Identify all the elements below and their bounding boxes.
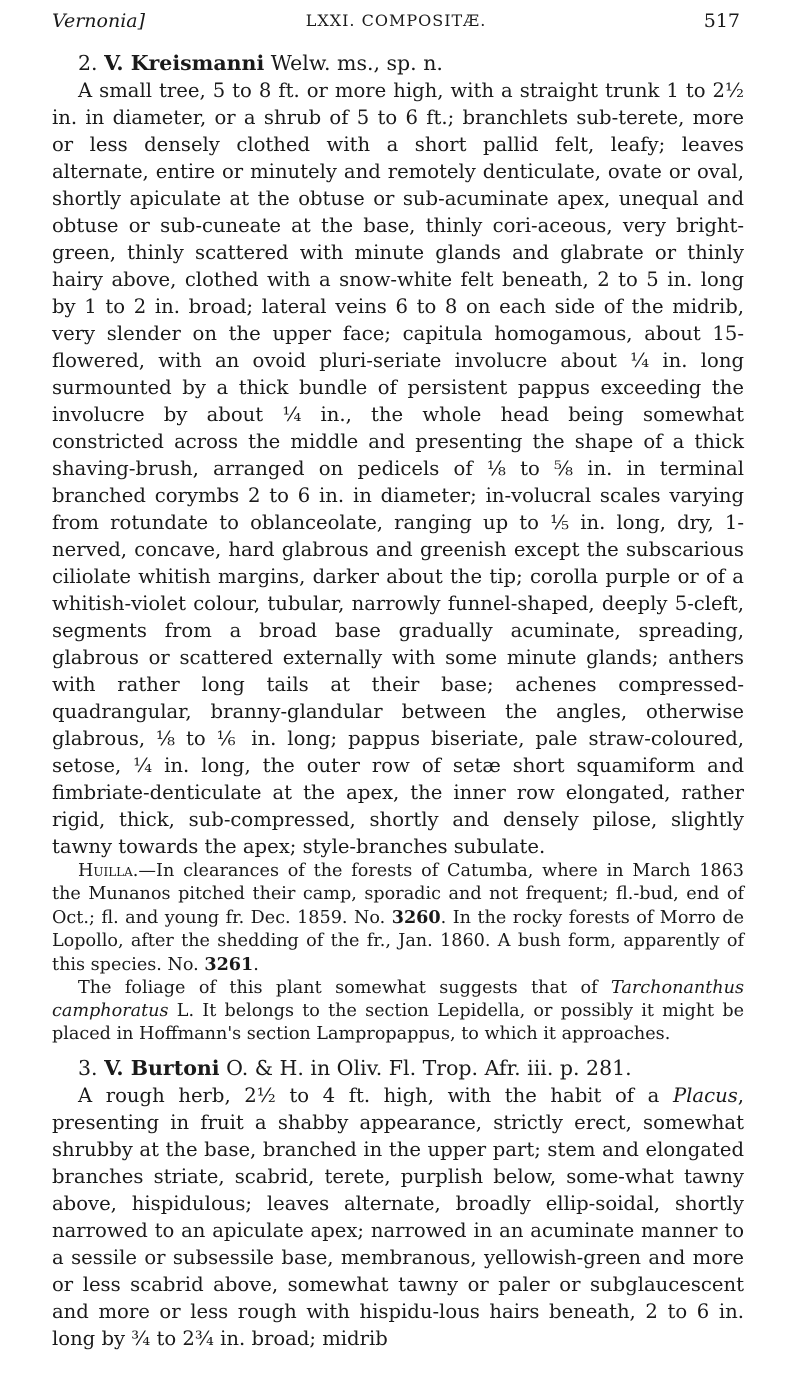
- specimen-number: 3261: [204, 954, 254, 975]
- spacer: [52, 1046, 744, 1055]
- locality-text: —In clearances of the forests of Catumba, where in March 1863 the Munanos pitched their camp, sporadic and not frequent; fl.-bud, end of Oct.; fl. and young fr. Dec. 1859. No.: [52, 861, 744, 928]
- description-text: A rough herb, 2½ to 4 ft. high, with the habit of a: [78, 1084, 673, 1107]
- locality-paragraph: [52, 860, 744, 977]
- locality-text: .: [253, 955, 259, 975]
- specimen-number: 3260: [391, 907, 441, 928]
- genus-name: Vernonia: [52, 10, 138, 32]
- species-authority: O. & H. in Oliv. Fl. Trop. Afr. iii. p. 281.: [226, 1056, 632, 1080]
- species-number: 3.: [78, 1056, 98, 1080]
- species-name: V. Burtoni: [104, 1056, 220, 1080]
- description-taxon: Placus: [672, 1084, 738, 1107]
- locality-text: . In the rocky forests of Morro de Lopollo, after the shedding of the fr., Jan. 1860. A bush form, apparently of this species. No.: [52, 908, 744, 975]
- note-text: The foliage of this plant somewhat suggests that of: [78, 978, 612, 998]
- section-title: LXXI. COMPOSITÆ.: [305, 11, 487, 30]
- locality-label: Huilla.: [78, 861, 139, 881]
- page-body: [52, 50, 744, 1352]
- page-number: 517: [703, 10, 740, 32]
- species-description: [52, 1082, 744, 1352]
- running-header: [52, 10, 740, 36]
- species-heading: [52, 50, 744, 77]
- note-taxon: Tarchonanthus camphoratus: [52, 978, 744, 1021]
- note-paragraph: [52, 977, 744, 1046]
- description-text: , presenting in fruit a shabby appearance, strictly erect, somewhat shrubby at the base, branched in the upper part; stem and elongated branches striate, scabrid, terete, purplish below, some-what tawny above, hispidulous; leaves alternate, broadly ellip-soidal, shortly narrowed to an apiculate apex; narrowed in an acuminate manner to a sessile or subsessile base, membranous, yellowish-green and more or less scabrid above, somewhat tawny or paler or subglaucescent and more or less rough with hispidu-lous hairs beneath, 2 to 6 in. long by ¾ to 2¾ in. broad; midrib: [52, 1084, 744, 1350]
- species-number: 2.: [78, 51, 98, 75]
- species-name: V. Kreismanni: [104, 51, 265, 75]
- species-heading: [52, 1055, 744, 1082]
- genus-bracket: ]: [137, 10, 146, 32]
- species-authority: Welw. ms., sp. n.: [270, 51, 443, 75]
- note-text: L. It belongs to the section Lepidella, or possibly it might be placed in Hoffmann's section Lampropappus, to which it approaches.: [52, 1001, 744, 1044]
- species-description: A small tree, 5 to 8 ft. or more high, with a straight trunk 1 to 2½ in. in diameter, or a shrub of 5 to 6 ft.; branchlets sub-terete, more or less densely clothed with a short pallid felt, leafy; leaves alternate, entire or minutely and remotely denticulate, ovate or oval, shortly apiculate at the obtuse or sub-acuminate apex, unequal and obtuse or sub-cuneate at the base, thinly cori-aceous, very bright-green, thinly scattered with minute glands and glabrate or thinly hairy above, clothed with a snow-white felt beneath, 2 to 5 in. long by 1 to 2 in. broad; lateral veins 6 to 8 on each side of the midrib, very slender on the upper face; capitula homogamous, about 15-flowered, with an ovoid pluri-seriate involucre about ¼ in. long surmounted by a thick bundle of persistent pappus exceeding the involucre by about ¼ in., the whole head being somewhat constricted across the middle and presenting the shape of a thick shaving-brush, arranged on pedicels of ⅛ to ⅝ in. in terminal branched corymbs 2 to 6 in. in diameter; in-volucral scales varying from rotundate to oblanceolate, ranging up to ⅕ in. long, dry, 1-nerved, concave, hard glabrous and greenish except the subscarious ciliolate whitish margins, darker about the tip; corolla purple or of a whitish-violet colour, tubular, narrowly funnel-shaped, deeply 5-cleft, segments from a broad base gradually acuminate, spreading, glabrous or scattered externally with some minute glands; anthers with rather long tails at their base; achenes compressed-quadrangular, branny-glandular between the angles, otherwise glabrous, ⅛ to ⅙ in. long; pappus biseriate, pale straw-coloured, setose, ¼ in. long, the outer row of setæ short squamiform and fimbriate-denticulate at the apex, the inner row elongated, rather rigid, thick, sub-compressed, shortly and densely pilose, slightly tawny towards the apex; style-branches subulate.: [52, 79, 744, 858]
